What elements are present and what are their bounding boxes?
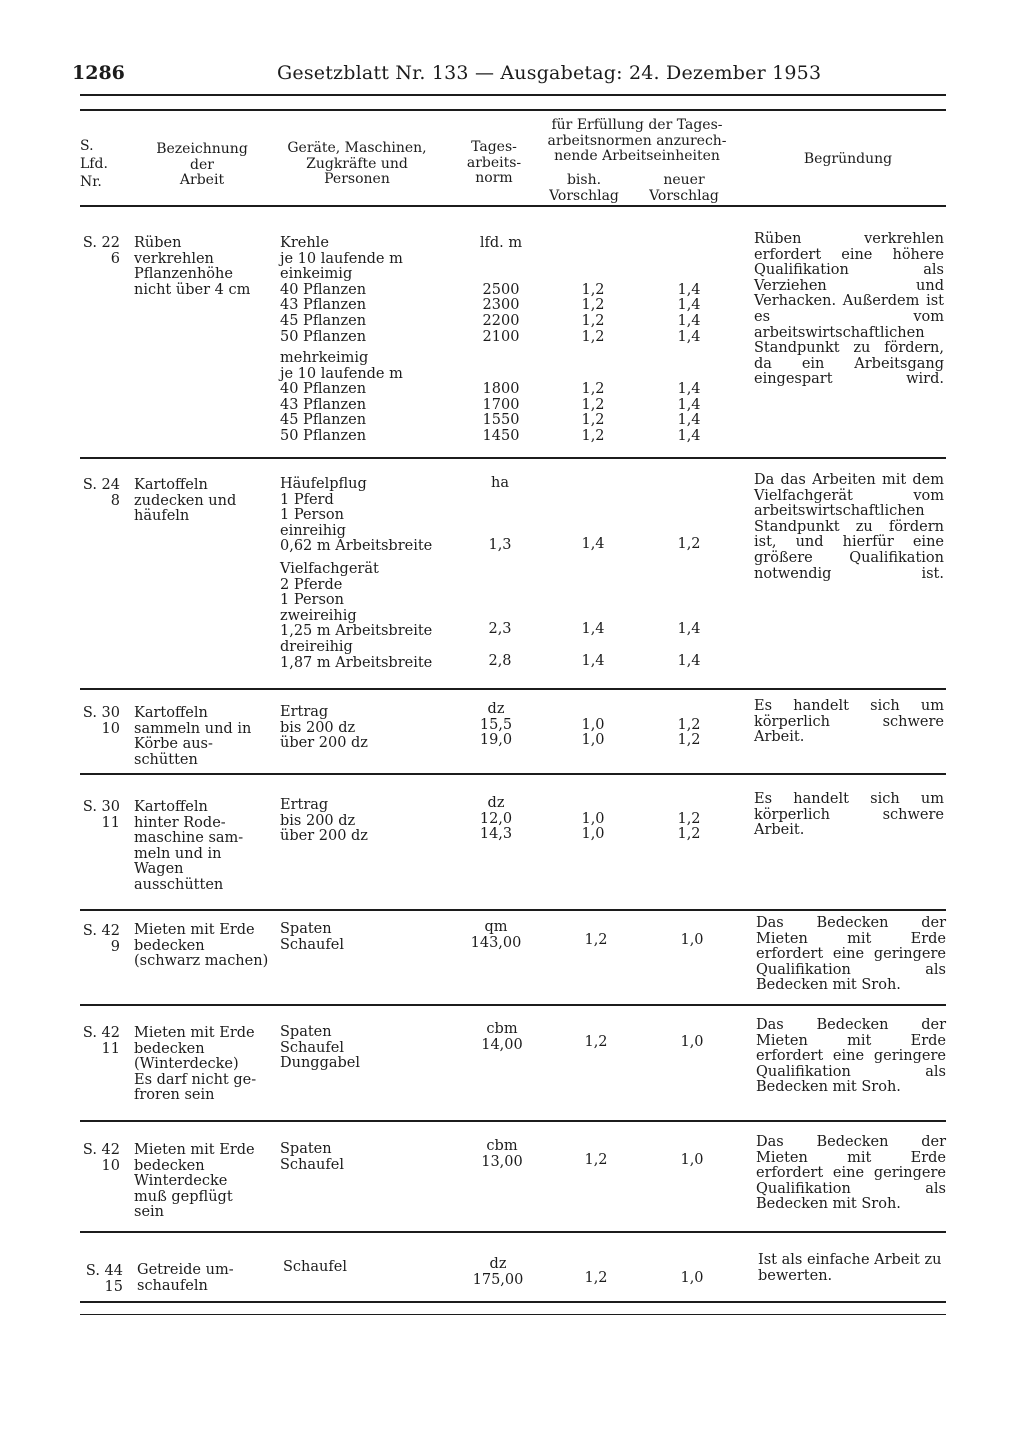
row-tagesnorm: qm 143,00: [470, 919, 522, 951]
row-lfd: S. 22 6: [82, 235, 120, 267]
row-divider: [80, 773, 946, 775]
row-geraete: Spaten Schaufel: [280, 1141, 344, 1173]
row-arbeit: Kartoffeln zudecken und häufeln: [134, 477, 237, 525]
row-neuer: 1,2 1,2: [677, 810, 701, 843]
row-begruendung: Rüben verkrehlen erfordert eine höhere Qualifikation als Verziehen und Verhacken. Außerdem ist es vom arbeitswirtschaftlichen Standpunkt zu fördern, da ein Arbeitsgang eingespart wird.: [754, 231, 944, 388]
row-neuer: 1,0: [680, 1152, 704, 1168]
row-bisher-continued: 1,2 1,2 1,2 1,2: [581, 381, 605, 444]
row-geraete: Häufelpflug 1 Pferd 1 Person einreihig 0,62 m Arbeitsbreite: [280, 476, 433, 555]
row-lfd: S. 44 15: [85, 1263, 123, 1295]
row-tagesnorm: dz 12,0 14,3: [479, 795, 513, 843]
header-geraete: Geräte, Maschinen, Zugkräfte und Personen: [287, 140, 427, 187]
row-begruendung: Das Bedecken der Mieten mit Erde erfordert eine geringere Qualifikation als Bedecken mit Sroh.: [756, 1017, 946, 1096]
row-neuer: 1,0: [680, 1270, 704, 1286]
row-lfd: S. 42 9: [82, 923, 120, 955]
row-arbeit: Rüben verkrehlen Pflanzenhöhe nicht über 4 cm: [134, 235, 251, 298]
header-begruendung: Begründung: [803, 151, 893, 167]
table-bottom-rule: [80, 1301, 946, 1303]
row-neuer: 1,0: [680, 932, 704, 948]
header-neuer-vorschlag: neuer Vorschlag: [649, 172, 719, 204]
row-bisher: 1,0 1,0: [581, 716, 605, 749]
header-arbeit: Bezeichnung der Arbeit: [156, 141, 248, 188]
row-bisher: 1,2: [584, 1270, 608, 1286]
header-tagesnorm: Tages- arbeits- norm: [466, 139, 522, 186]
row-lfd: S. 30 10: [82, 705, 120, 737]
row-bisher: 1,4: [581, 536, 605, 552]
running-head: Gesetzblatt Nr. 133 — Ausgabetag: 24. Dezember 1953: [277, 62, 822, 84]
row-bisher: 1,2: [584, 1152, 608, 1168]
header-bisher-vorschlag: bish. Vorschlag: [549, 172, 619, 204]
row-geraete: Spaten Schaufel Dunggabel: [280, 1024, 361, 1072]
row-lfd: S. 42 11: [82, 1025, 120, 1057]
row-lfd: S. 24 8: [82, 477, 120, 509]
row-geraete: Ertrag bis 200 dz über 200 dz: [280, 797, 368, 845]
row-tagesnorm: ha 1,3: [488, 475, 512, 554]
row-tagesnorm: dz 175,00: [472, 1256, 524, 1288]
row-bisher: 1,0 1,0: [581, 810, 605, 843]
row-bisher: 1,2: [584, 1034, 608, 1050]
row-bisher: 1,2 1,2 1,2 1,2: [581, 281, 605, 345]
row-arbeit: Mieten mit Erde bedecken (Winterdecke) Es darf nicht ge- froren sein: [134, 1025, 257, 1104]
row-divider: [80, 1231, 946, 1233]
row-neuer-continued: 1,4 1,4: [677, 621, 701, 669]
row-bisher: 1,2: [584, 932, 608, 948]
row-divider: [80, 909, 946, 911]
header-erfuellung: für Erfüllung der Tages- arbeitsnormen anzurech- nende Arbeitseinheiten: [547, 117, 727, 164]
row-geraete-continued: Vielfachgerät 2 Pferde 1 Person zweireihig 1,25 m Arbeitsbreite dreireihig 1,87 m Arbeitsbreite: [280, 561, 433, 671]
header-bottom-rule: [80, 205, 946, 207]
row-geraete: Krehle je 10 laufende m einkeimig 40 Pflanzen 43 Pflanzen 45 Pflanzen 50 Pflanzen: [280, 235, 403, 345]
row-tagesnorm-continued: 2,3 2,8: [488, 621, 512, 669]
row-begruendung: Da das Arbeiten mit dem Vielfachgerät vom arbeitswirtschaftlichen Standpunkt zu fördern ist, und hierfür eine größere Qualifikation notwendig ist.: [754, 472, 944, 582]
head-rule: [80, 94, 946, 96]
row-neuer: 1,2 1,2: [677, 716, 701, 749]
row-neuer: 1,0: [680, 1034, 704, 1050]
row-geraete: Schaufel: [283, 1259, 347, 1275]
row-begruendung: Ist als einfache Arbeit zu bewerten.: [758, 1252, 942, 1284]
row-tagesnorm: dz 15,5 19,0: [479, 701, 513, 749]
page-number: 1286: [72, 62, 125, 84]
row-lfd: S. 42 10: [82, 1142, 120, 1174]
row-neuer: 1,4 1,4 1,4 1,4: [677, 281, 701, 345]
row-divider: [80, 457, 946, 459]
row-lfd: S. 30 11: [82, 799, 120, 831]
row-tagesnorm: lfd. m 2500 2300 2200 2100: [479, 235, 523, 345]
row-tagesnorm-continued: 1800 1700 1550 1450: [482, 381, 520, 444]
row-tagesnorm: cbm 13,00: [481, 1138, 523, 1170]
row-geraete: Spaten Schaufel: [280, 921, 344, 953]
row-bisher-continued: 1,4 1,4: [581, 621, 605, 669]
table-top-rule: [80, 109, 946, 111]
row-begruendung: Das Bedecken der Mieten mit Erde erfordert eine geringere Qualifikation als Bedecken mit Sroh.: [756, 915, 946, 994]
row-geraete: Ertrag bis 200 dz über 200 dz: [280, 704, 368, 752]
row-geraete-continued: mehrkeimig je 10 laufende m 40 Pflanzen 43 Pflanzen 45 Pflanzen 50 Pflanzen: [280, 350, 403, 444]
row-arbeit: Getreide um- schaufeln: [137, 1262, 234, 1294]
row-begruendung: Das Bedecken der Mieten mit Erde erfordert eine geringere Qualifikation als Bedecken mit Sroh.: [756, 1134, 946, 1213]
row-divider: [80, 1120, 946, 1122]
row-arbeit: Mieten mit Erde bedecken Winterdecke muß gepflügt sein: [134, 1142, 255, 1221]
row-tagesnorm: cbm 14,00: [481, 1021, 523, 1053]
page-bottom-rule: [80, 1314, 946, 1315]
row-begruendung: Es handelt sich um körperlich schwere Arbeit.: [754, 791, 944, 839]
row-neuer-continued: 1,4 1,4 1,4 1,4: [677, 381, 701, 444]
row-begruendung: Es handelt sich um körperlich schwere Arbeit.: [754, 698, 944, 746]
row-arbeit: Kartoffeln hinter Rode- maschine sam- meln und in Wagen ausschütten: [134, 799, 244, 893]
row-arbeit: Kartoffeln sammeln und in Körbe aus- schütten: [134, 705, 252, 768]
header-lfd-nr: S. Lfd. Nr.: [80, 138, 108, 190]
row-neuer: 1,2: [677, 536, 701, 552]
row-divider: [80, 1004, 946, 1006]
row-arbeit: Mieten mit Erde bedecken (schwarz machen): [134, 922, 269, 970]
row-divider: [80, 688, 946, 690]
